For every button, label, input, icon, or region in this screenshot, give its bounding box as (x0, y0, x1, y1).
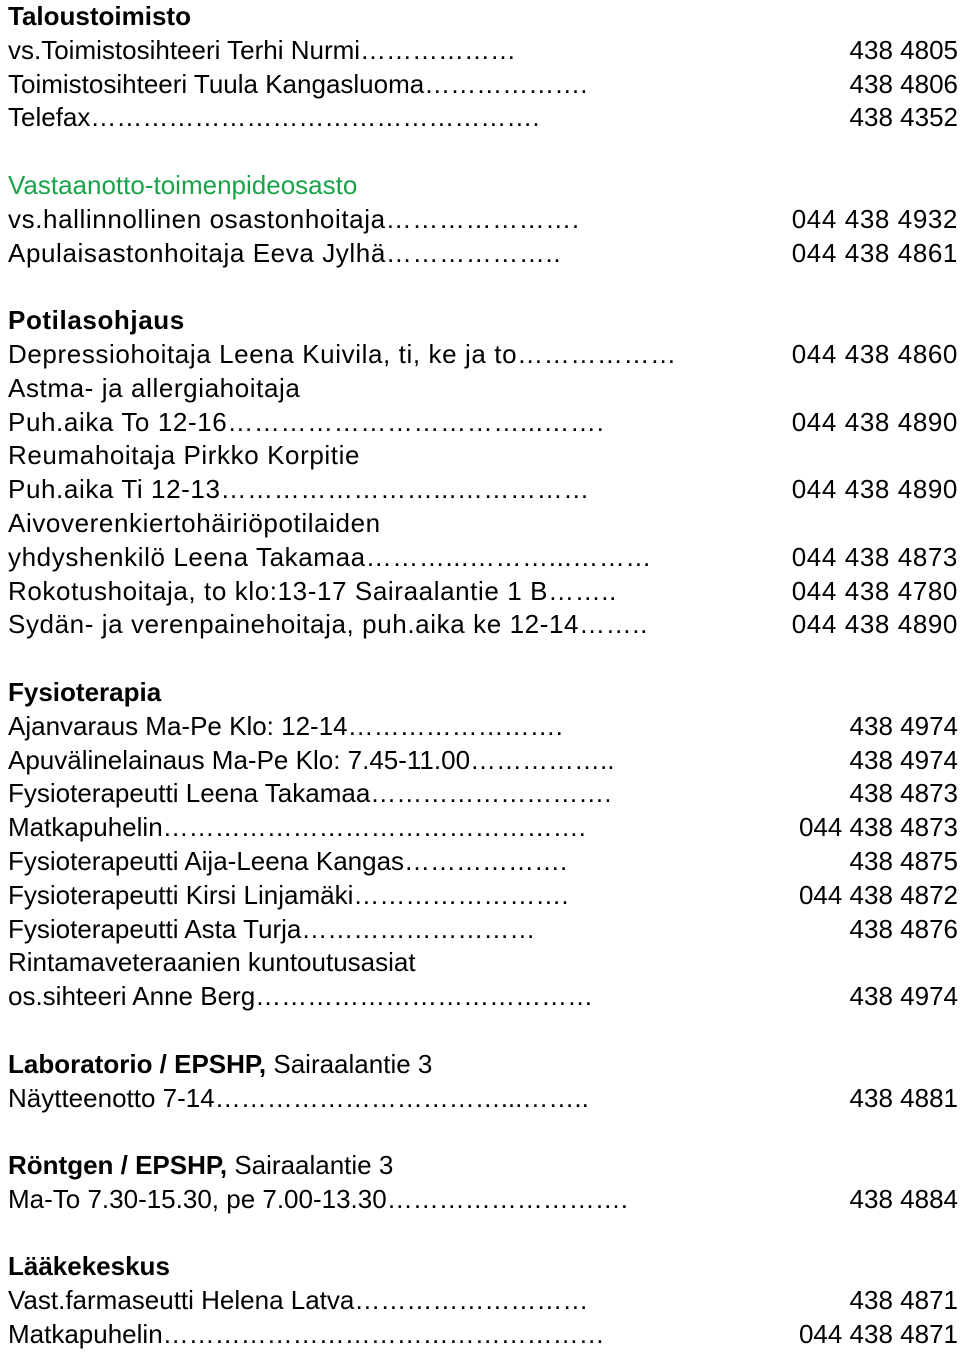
phone-number: 438 4871 (849, 1285, 958, 1316)
entry-label: Puh.aika Ti 12-13……………………...…………… (8, 474, 590, 505)
entry-label: Rintamaveteraanien kuntoutusasiat (8, 947, 416, 978)
phone-number: 438 4806 (849, 68, 958, 99)
list-item (8, 777, 960, 811)
entry-label: Puh.aika To 12-16……………………………...……. (8, 406, 605, 437)
entry-label: Fysioterapeutti Leena Takamaa………………………. (8, 778, 612, 809)
list-item (8, 845, 960, 879)
section-title-rontgen: Röntgen / EPSHP, Sairaalantie 3 (8, 1150, 394, 1181)
phone-number: 044 438 4871 (798, 1319, 958, 1350)
list-item (8, 913, 960, 947)
list-item (8, 473, 960, 507)
phone-number: 044 438 4860 (791, 338, 958, 369)
section-title-laakekeskus: Lääkekeskus (8, 1251, 170, 1282)
spacer (8, 1217, 960, 1251)
phone-number: 438 4805 (849, 34, 958, 65)
phone-number: 044 438 4890 (791, 406, 958, 437)
entry-label: Telefax……………………………………………. (8, 102, 540, 133)
section-address: Sairaalantie 3 (227, 1150, 394, 1181)
spacer (8, 270, 960, 304)
list-item (8, 980, 960, 1014)
list-item (8, 68, 960, 102)
phone-number: 438 4974 (849, 981, 958, 1012)
phone-number: 044 438 4873 (798, 812, 958, 843)
entry-label: Aivoverenkiertohäiriöpotilaiden (8, 507, 381, 538)
list-item (8, 541, 960, 575)
list-item (8, 1183, 960, 1217)
list-item (8, 372, 960, 406)
list-item (8, 744, 960, 778)
list-item (8, 1318, 960, 1352)
list-item (8, 203, 960, 237)
phone-number: 044 438 4780 (791, 575, 958, 606)
entry-label: Ma-To 7.30-15.30, pe 7.00-13.30………………………. (8, 1183, 628, 1214)
section-title-laboratorio: Laboratorio / EPSHP, Sairaalantie 3 (8, 1048, 433, 1079)
spacer (8, 1115, 960, 1149)
list-item (8, 439, 960, 473)
section-title-potilasohjaus: Potilasohjaus (8, 305, 185, 336)
entry-label: Astma- ja allergiahoitaja (8, 372, 301, 403)
phone-number: 044 438 4890 (791, 474, 958, 505)
entry-label: Sydän- ja verenpainehoitaja, puh.aika ke 12-14…….. (8, 609, 648, 640)
list-item (8, 338, 960, 372)
entry-label: vs.hallinnollinen osastonhoitaja…………………. (8, 203, 580, 234)
list-item (8, 811, 960, 845)
phone-number: 438 4352 (849, 102, 958, 133)
list-item (8, 1284, 960, 1318)
phone-number: 044 438 4872 (798, 879, 958, 910)
phone-number: 044 438 4861 (791, 237, 958, 268)
phone-number: 044 438 4932 (791, 203, 958, 234)
entry-label: Fysioterapeutti Aija-Leena Kangas………………. (8, 845, 568, 876)
list-item (8, 1082, 960, 1116)
phone-number: 438 4881 (849, 1082, 958, 1113)
section-address: Sairaalantie 3 (266, 1048, 433, 1079)
list-item (8, 237, 960, 271)
phone-number: 438 4873 (849, 778, 958, 809)
phone-number: 044 438 4873 (791, 541, 958, 572)
entry-label: Rokotushoitaja, to klo:13-17 Sairaalantie 1 B…….. (8, 575, 617, 606)
list-item (8, 34, 960, 68)
list-item (8, 575, 960, 609)
entry-label: Näytteenotto 7-14……………………………...…….. (8, 1082, 589, 1113)
list-item (8, 101, 960, 135)
entry-label: Toimistosihteeri Tuula Kangasluoma………………. (8, 68, 588, 99)
section-title-taloustoimisto: Taloustoimisto (8, 1, 191, 31)
entry-label: Vast.farmaseutti Helena Latva……………………… (8, 1285, 589, 1316)
entry-label: Matkapuhelin…………………………………………. (8, 812, 586, 843)
list-item (8, 879, 960, 913)
list-item (8, 710, 960, 744)
entry-label: Depressiohoitaja Leena Kuivila, ti, ke ja to……………… (8, 338, 677, 369)
spacer (8, 1014, 960, 1048)
phone-number: 438 4875 (849, 845, 958, 876)
phone-number: 438 4974 (849, 744, 958, 775)
entry-label: Ajanvaraus Ma-Pe Klo: 12-14……………………. (8, 710, 563, 741)
entry-label: Fysioterapeutti Kirsi Linjamäki……………………. (8, 879, 569, 910)
list-item (8, 608, 960, 642)
entry-label: Apulaisastonhoitaja Eeva Jylhä……………….. (8, 237, 562, 268)
list-item (8, 507, 960, 541)
spacer (8, 135, 960, 169)
phone-number: 438 4876 (849, 913, 958, 944)
entry-label: vs.Toimistosihteeri Terhi Nurmi……………… (8, 34, 517, 65)
phone-number: 044 438 4890 (791, 609, 958, 640)
list-item (8, 946, 960, 980)
entry-label: Apuvälinelainaus Ma-Pe Klo: 7.45-11.00…………….. (8, 744, 615, 775)
entry-label: os.sihteeri Anne Berg………………………………… (8, 981, 594, 1012)
entry-label: Fysioterapeutti Asta Turja……………………… (8, 913, 536, 944)
list-item (8, 406, 960, 440)
phone-number: 438 4884 (849, 1183, 958, 1214)
entry-label: yhdyshenkilö Leena Takamaa………...………...……… (8, 541, 653, 572)
section-title-vastaanotto: Vastaanotto-toimenpideosasto (8, 169, 358, 200)
phone-number: 438 4974 (849, 710, 958, 741)
entry-label: Reumahoitaja Pirkko Korpitie (8, 440, 361, 471)
section-title-fysioterapia: Fysioterapia (8, 676, 162, 707)
spacer (8, 642, 960, 676)
entry-label: Matkapuhelin…………………………………………… (8, 1319, 605, 1350)
